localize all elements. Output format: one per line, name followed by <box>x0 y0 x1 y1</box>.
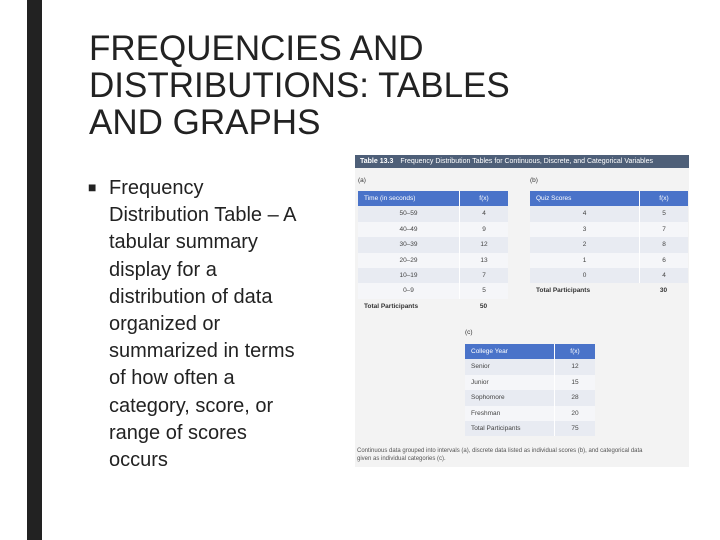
panel-b-table <box>530 191 688 299</box>
table-cell: 28 <box>554 390 595 405</box>
table-cell: Junior <box>471 378 489 386</box>
table-row <box>530 206 688 221</box>
table-cell: 1 <box>582 256 587 264</box>
table-header-row <box>465 344 595 359</box>
table-cell: 7 <box>639 222 688 237</box>
panel-b-label: (b) <box>530 177 538 184</box>
table-row <box>465 390 595 405</box>
table-row <box>358 283 508 298</box>
bullet-line: display for a <box>109 258 217 281</box>
table-cell: 0 <box>582 271 587 279</box>
bullet-line: summarized in terms <box>109 340 295 363</box>
table-cell: 40–49 <box>399 225 418 233</box>
bullet-square-icon: ■ <box>88 179 97 195</box>
total-label: Total Participants <box>471 424 521 432</box>
total-value: 75 <box>554 421 595 436</box>
figure-header <box>355 155 689 168</box>
total-value: 50 <box>479 302 488 310</box>
table-title: Frequency Distribution Tables for Continuous, Discrete, and Categorical Variables <box>400 158 653 165</box>
total-value: 30 <box>659 287 668 295</box>
panel-c-label: (c) <box>465 329 473 336</box>
bullet-line: Distribution Table – A <box>109 204 297 227</box>
table-header-row <box>358 191 508 206</box>
bullet-line: organized or <box>109 313 221 336</box>
table-cell: 20–29 <box>399 256 418 264</box>
bullet-line: distribution of data <box>109 285 273 308</box>
table-cell: 3 <box>582 225 587 233</box>
table-row <box>358 237 508 252</box>
figure-caption <box>357 447 687 463</box>
table-cell: 7 <box>459 268 508 283</box>
table-row <box>358 253 508 268</box>
left-accent-bar <box>27 0 42 540</box>
caption-line: given as individual categories (c). <box>357 456 446 462</box>
table-cell: Senior <box>471 363 490 371</box>
table-row <box>465 375 595 390</box>
bullet-line: tabular summary <box>109 231 258 254</box>
table-total-row <box>465 421 595 436</box>
column-header: f(x) <box>639 191 688 206</box>
table-row <box>358 206 508 221</box>
table-cell: 30–39 <box>399 241 418 249</box>
table-cell: 0–9 <box>403 287 414 295</box>
column-header: Quiz Scores <box>536 195 572 202</box>
table-cell: Freshman <box>471 409 501 417</box>
table-total-row <box>358 299 508 314</box>
table-cell: 9 <box>459 222 508 237</box>
total-label: Total Participants <box>364 302 419 310</box>
title-line: FREQUENCIES AND <box>89 29 424 68</box>
bullet-text <box>109 175 349 474</box>
table-cell: 50–59 <box>399 210 418 218</box>
table-cell: Sophomore <box>471 394 505 402</box>
frequency-table-figure <box>355 155 689 467</box>
table-row <box>530 268 688 283</box>
panel-a-label: (a) <box>358 177 366 184</box>
title-line: DISTRIBUTIONS: TABLES <box>89 66 510 105</box>
table-row <box>530 237 688 252</box>
table-cell: 8 <box>639 237 688 252</box>
table-number: Table 13.3 <box>360 158 394 165</box>
bullet-line: category, score, or <box>109 394 274 417</box>
table-row <box>465 406 595 421</box>
table-row <box>530 222 688 237</box>
table-cell: 13 <box>459 253 508 268</box>
table-cell: 20 <box>554 406 595 421</box>
bullet-line: range of scores <box>109 421 247 444</box>
table-total-row <box>530 283 688 298</box>
table-row <box>465 359 595 374</box>
table-cell: 6 <box>639 253 688 268</box>
bullet-line: of how often a <box>109 367 235 390</box>
column-header: f(x) <box>554 344 595 359</box>
table-cell: 12 <box>459 237 508 252</box>
table-cell: 2 <box>582 241 587 249</box>
caption-line: Continuous data grouped into intervals (a), discrete data listed as individual scores (b), and categorical data <box>357 448 643 454</box>
panel-c-table <box>465 344 595 436</box>
panel-a-table <box>358 191 508 314</box>
table-cell: 4 <box>459 206 508 221</box>
table-row <box>358 222 508 237</box>
column-header: f(x) <box>459 191 508 206</box>
table-cell: 15 <box>554 375 595 390</box>
table-row <box>530 253 688 268</box>
table-row <box>358 268 508 283</box>
total-label: Total Participants <box>536 287 591 295</box>
slide-title <box>89 30 649 141</box>
table-cell: 5 <box>459 283 508 298</box>
table-cell: 12 <box>554 359 595 374</box>
table-header-row <box>530 191 688 206</box>
bullet-line: occurs <box>109 449 168 472</box>
table-cell: 10–19 <box>399 271 418 279</box>
bullet-line: Frequency <box>109 177 204 199</box>
table-cell: 4 <box>639 268 688 283</box>
column-header: College Year <box>471 348 508 355</box>
column-header: Time (in seconds) <box>364 195 416 202</box>
table-cell: 4 <box>582 210 587 218</box>
title-line: AND GRAPHS <box>89 103 321 142</box>
table-cell: 5 <box>639 206 688 221</box>
